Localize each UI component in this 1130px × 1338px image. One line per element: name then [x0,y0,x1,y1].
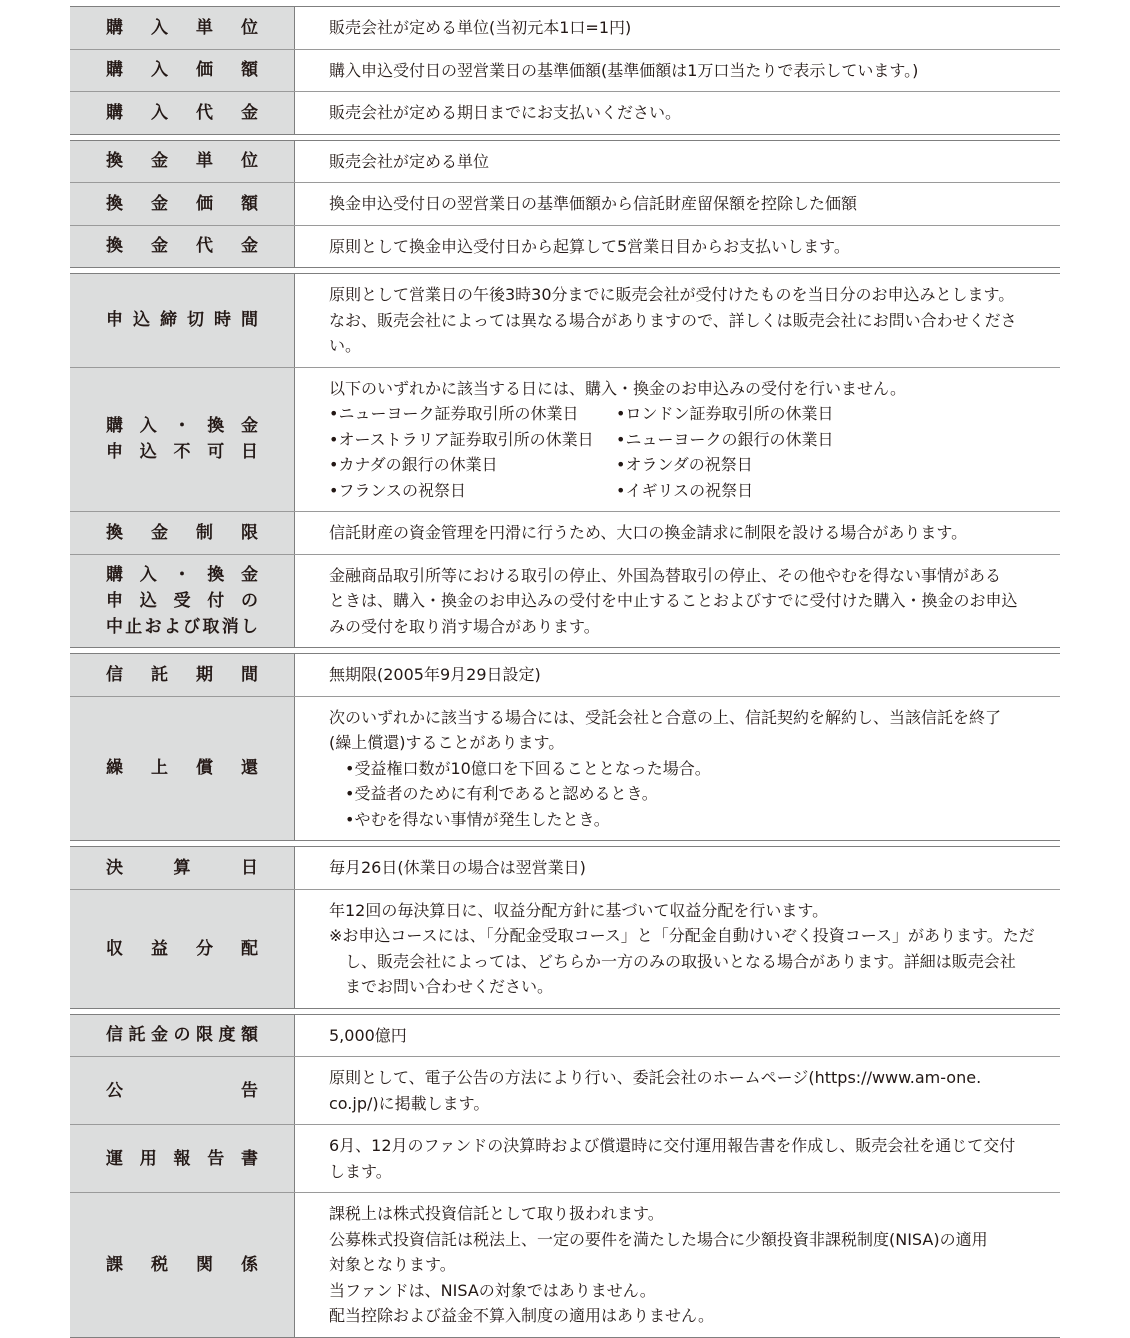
row-label [70,183,295,225]
row-label-lines [106,1146,258,1172]
row-label-text [106,562,258,588]
label-char: 換 [106,151,123,172]
row-label [70,847,295,889]
value-line: 年12回の毎決算日に、収益分配方針に基づいて収益分配を行います。 [329,900,829,920]
label-char: し [240,616,258,637]
value-line: 次のいずれかに該当する場合には、受託会社と合意の上、信託契約を解約し、当該信託を終了 [329,707,1002,727]
row-value [295,1015,1060,1057]
label-char: 用 [139,1148,157,1169]
label-char: 入 [151,60,168,81]
row-label-text [106,233,258,259]
row-value [295,1125,1060,1192]
table-row [70,49,1060,92]
label-char: 金 [241,236,258,257]
row-label-lines [106,413,258,465]
row-value [295,226,1060,268]
label-char: 算 [173,857,191,878]
value-line: 販売会社が定める単位 [329,151,490,171]
label-char: 運 [106,1148,123,1169]
label-char: 価 [196,193,213,214]
row-label-text [106,100,258,126]
row-label [70,92,295,134]
label-char: 入 [139,416,157,437]
row-label-lines [106,1078,258,1104]
row-label-text [106,413,258,439]
table-row [70,182,1060,225]
label-char: 換 [207,564,225,585]
label-char: 収 [106,938,123,959]
label-char: 込 [133,310,150,331]
row-value [295,92,1060,134]
row-label-text [106,662,258,688]
label-char: 購 [106,17,123,38]
row-label-lines [106,148,258,174]
label-char: 申 [106,442,123,463]
value-line: 購入申込受付日の翌営業日の基準価額(基準価額は1万口当たりで表示しています。) [329,60,919,80]
value-line: 配当控除および益金不算入制度の適用はありません。 [329,1306,714,1325]
bullet-item: •受益権口数が10億口を下回ることとなった場合。 [345,758,711,778]
value-line: します。 [329,1161,392,1181]
row-label-lines [106,855,258,881]
value-line: 換金申込受付日の翌営業日の基準価額から信託財産留保額を控除した価額 [329,194,858,213]
label-char: 締 [160,310,177,331]
label-char: 間 [241,310,258,331]
row-label [70,1015,295,1057]
label-char: 額 [241,60,258,81]
label-char: 購 [106,60,123,81]
row-label-lines [106,100,258,126]
table-row [70,889,1060,1008]
note-line: までお問い合わせください。 [345,977,554,996]
table-group [70,6,1060,135]
value-line: 販売会社が定める単位(当初元本1口=1円) [329,18,632,37]
row-label-lines [106,15,258,41]
row-label [70,555,295,648]
value-line: 無期限(2005年9月29日設定) [329,665,541,684]
label-char: 換 [207,416,225,437]
holiday-pair [329,478,1038,504]
row-value [295,697,1060,841]
row-label [70,7,295,49]
holiday-item: •カナダの銀行の休業日 [329,455,498,474]
holiday-item: •オーストラリア証券取引所の休業日 [329,429,594,449]
label-char: 日 [241,857,258,878]
value-line: 公募株式投資信託は税法上、一定の要件を満たした場合に少額投資非課税制度(NISA)の適用 [329,1229,988,1249]
row-label [70,697,295,841]
label-char: 入 [151,102,168,123]
label-char: 金 [151,193,168,214]
note-line: ※お申込コースには、「分配金受取コース」と「分配金自動けいぞく投資コース」があります。ただ [329,926,1035,945]
row-label-lines [106,755,258,781]
row-value [295,890,1060,1008]
holiday-item: •ニューヨーク証券取引所の休業日 [329,404,579,423]
label-char: 込 [139,442,157,463]
label-char: 期 [196,664,213,685]
row-label-text [106,614,258,640]
label-char: 託 [128,1025,146,1046]
value-line: 6月、12月のファンドの決算時および償還時に交付運用報告書を作成し、販売会社を通じて交付 [329,1136,1016,1155]
row-label-lines [106,562,258,640]
value-line: 販売会社が定める期日までにお支払いください。 [329,103,682,122]
value-line: 以下のいずれかに該当する日には、購入・換金のお申込みの受付を行いません。 [329,378,906,398]
row-label-lines [106,57,258,83]
holiday-item: •ロンドン証券取引所の休業日 [616,404,834,423]
holiday-pair [329,401,1038,427]
row-label [70,654,295,696]
label-char: 不 [173,442,191,463]
label-char: 償 [196,758,213,779]
label-char: 時 [214,310,231,331]
value-line: ときは、購入・換金のお申込みの受付を中止することおよびすでに受付けた購入・換金のお申込 [329,591,1018,610]
label-char: 分 [196,938,213,959]
label-char: 繰 [106,758,123,779]
row-label [70,226,295,268]
label-char: ・ [173,416,191,437]
label-char: 額 [241,193,258,214]
label-char: 換 [106,236,123,257]
label-char: ・ [173,564,191,585]
value-line: 原則として営業日の午後3時30分までに販売会社が受付けたものを当日分のお申込みとします。 [329,285,1015,304]
holiday-pair [329,452,1038,478]
row-label [70,1125,295,1192]
row-label-lines [106,307,258,333]
table-row [70,141,1060,183]
row-label-lines [106,520,258,546]
label-char: 単 [196,151,213,172]
row-value [295,141,1060,183]
value-line: 原則として、電子公告の方法により行い、委託会社のホームページ(https://www.am-one. [329,1068,982,1087]
table-row [70,1124,1060,1192]
table-row [70,1056,1060,1124]
row-label-text [106,1022,258,1048]
label-char: 上 [151,758,168,779]
table-row [70,274,1060,367]
row-value [295,1057,1060,1124]
label-char: 価 [196,60,213,81]
value-line: co.jp/)に掲載します。 [329,1093,490,1113]
label-char: 代 [196,102,213,123]
label-char: よ [163,616,181,637]
label-char: 金 [241,564,258,585]
table-row [70,7,1060,49]
row-label-text [106,855,258,881]
row-value [295,50,1060,92]
holiday-item: •ニューヨークの銀行の休業日 [616,429,834,449]
value-line: 当ファンドは、NISAの対象ではありません。 [329,1280,656,1300]
row-label [70,274,295,367]
label-char: 可 [207,442,225,463]
row-value [295,274,1060,367]
value-line: 金融商品取引所等における取引の停止、外国為替取引の停止、その他やむを得ない事情がある [329,565,1002,585]
label-char: 決 [106,857,123,878]
table-group [70,140,1060,269]
table-row [70,554,1060,648]
label-char: び [183,616,201,637]
value-line: 毎月26日(休業日の場合は翌営業日) [329,858,586,877]
label-char: 込 [139,590,157,611]
row-label-text [106,57,258,83]
label-char: 度 [218,1025,236,1046]
row-label-lines [106,233,258,259]
value-line: 信託財産の資金管理を円滑に行うため、大口の換金請求に制限を設ける場合があります。 [329,523,968,542]
label-char: 中 [106,616,123,637]
label-char: 付 [207,590,225,611]
table-group [70,1014,1060,1338]
table-row [70,696,1060,841]
value-line: なお、販売会社によっては異なる場合がありますので、詳しくは販売会社にお問い合わせくださ [329,310,1017,330]
row-label-text [106,1146,258,1172]
holiday-item: •イギリスの祝祭日 [616,480,754,500]
label-char: 止 [125,616,143,637]
row-label-text [106,148,258,174]
label-char: 金 [241,416,258,437]
row-label-lines [106,936,258,962]
fund-terms-table [70,6,1060,1338]
row-label [70,50,295,92]
label-char: の [173,1025,191,1046]
row-label-text [106,755,258,781]
row-value [295,847,1060,889]
value-line: 対象となります。 [329,1255,456,1274]
table-row [70,367,1060,512]
label-char: 関 [196,1254,213,1275]
table-row [70,225,1060,268]
table-group [70,846,1060,1009]
row-value [295,512,1060,554]
value-line: い。 [329,336,362,355]
label-char: 制 [196,522,213,543]
row-label [70,141,295,183]
label-char: 信 [106,1025,123,1046]
row-label-lines [106,191,258,217]
label-char: 書 [241,1148,258,1169]
label-char: 換 [106,522,123,543]
row-label-text [106,588,258,614]
label-char: 託 [151,664,168,685]
label-char: 告 [207,1148,225,1169]
table-row [70,1192,1060,1337]
label-char: 金 [151,1025,168,1046]
value-line: 課税上は株式投資信託として取り扱われます。 [329,1204,664,1223]
table-row [70,1015,1060,1057]
row-value [295,7,1060,49]
label-char: 額 [241,1025,258,1046]
label-char: 税 [151,1254,168,1275]
label-char: の [241,590,258,611]
label-char: 消 [221,616,239,637]
label-char: 間 [241,664,258,685]
row-label [70,368,295,512]
label-char: 限 [196,1025,213,1046]
label-char: 申 [106,310,123,331]
bullet-item: •やむを得ない事情が発生したとき。 [345,809,610,829]
label-char: 換 [106,193,123,214]
row-label-lines [106,662,258,688]
row-label-text [106,191,258,217]
row-value [295,555,1060,648]
label-char: 報 [173,1148,191,1169]
value-line: 5,000億円 [329,1025,407,1045]
bullet-item: •受益者のために有利であると認めるとき。 [345,784,658,803]
label-char: 位 [241,151,258,172]
row-value [295,183,1060,225]
label-char: 課 [106,1254,123,1275]
row-label-lines [106,1022,258,1048]
row-label-text [106,1078,258,1104]
label-char: 単 [196,17,213,38]
label-char: 申 [106,590,123,611]
label-char: 係 [241,1254,258,1275]
holiday-item: •オランダの祝祭日 [616,455,753,474]
row-value [295,654,1060,696]
label-char: 日 [241,442,258,463]
label-char: 受 [173,590,191,611]
label-char: 還 [241,758,258,779]
value-line: 原則として換金申込受付日から起算して5営業日目からお支払いします。 [329,236,850,256]
row-label [70,1057,295,1124]
note-line: し、販売会社によっては、どちらか一方のみの取扱いとなる場合があります。詳細は販売会社 [345,951,1016,971]
label-char: 購 [106,416,123,437]
holiday-pair [329,427,1038,453]
table-row [70,91,1060,134]
row-label-text [106,520,258,546]
label-char: 購 [106,564,123,585]
label-char: 入 [151,17,168,38]
row-label-text [106,307,258,333]
row-label [70,890,295,1008]
label-char: 金 [241,102,258,123]
label-char: 公 [106,1080,123,1101]
label-char: 信 [106,664,123,685]
label-char: 切 [187,310,204,331]
label-char: 益 [151,938,168,959]
label-char: 入 [139,564,157,585]
label-char: お [144,616,162,637]
label-char: 配 [241,938,258,959]
table-row [70,654,1060,696]
table-row [70,847,1060,889]
row-label [70,512,295,554]
label-char: 告 [241,1080,258,1101]
label-char: 位 [241,17,258,38]
table-row [70,511,1060,554]
row-value [295,368,1060,512]
table-group [70,273,1060,648]
label-char: 取 [202,616,220,637]
row-label-text [106,15,258,41]
label-char: 金 [151,522,168,543]
label-char: 金 [151,236,168,257]
value-line: みの受付を取り消す場合があります。 [329,616,600,636]
label-char: 金 [151,151,168,172]
label-char: 限 [241,522,258,543]
row-label-text [106,439,258,465]
table-group [70,653,1060,841]
label-char: 代 [196,236,213,257]
row-label-text [106,936,258,962]
holiday-item: •フランスの祝祭日 [329,480,466,500]
label-char: 購 [106,102,123,123]
value-line: (繰上償還)することがあります。 [329,733,565,752]
